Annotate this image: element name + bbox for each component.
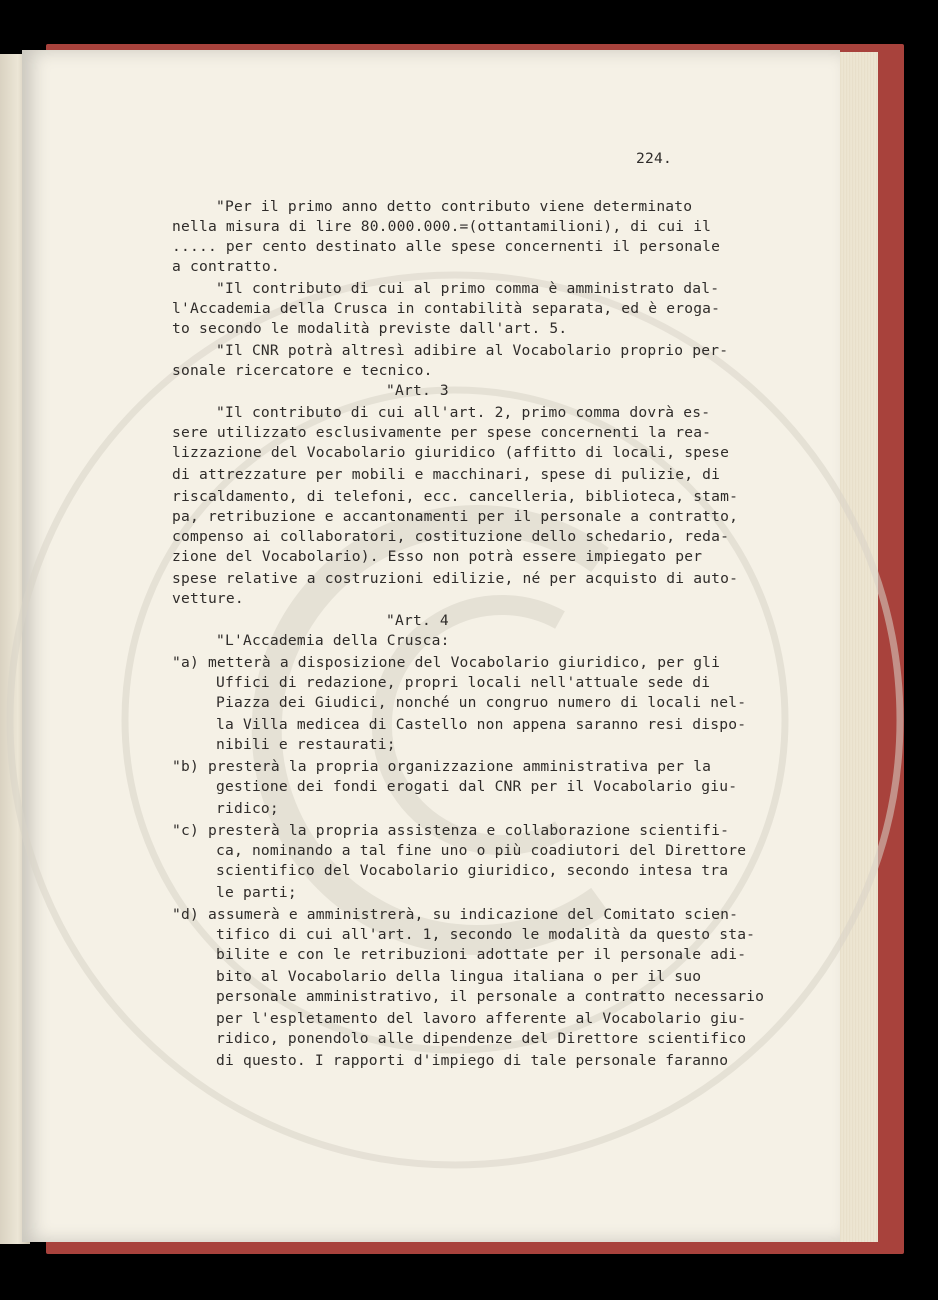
- text-line: zione del Vocabolario). Esso non potrà essere impiegato per: [172, 548, 703, 565]
- text-line: riscaldamento, di telefoni, ecc. cancelleria, biblioteca, stam-: [172, 488, 739, 505]
- list-item-d: "d) assumerà e amministrerà, su indicazione del Comitato scien-: [172, 906, 739, 923]
- text-line: nella misura di lire 80.000.000.=(ottantamilioni), di cui il: [172, 218, 712, 235]
- text-line: di questo. I rapporti d'impiego di tale personale faranno: [216, 1052, 729, 1069]
- text-line: ridico;: [216, 800, 279, 817]
- text-line: to secondo le modalità previste dall'art. 5.: [172, 320, 568, 337]
- list-item-b: "b) presterà la propria organizzazione amministrativa per la: [172, 758, 712, 775]
- text-line: Piazza dei Giudici, nonché un congruo numero di locali nel-: [216, 694, 747, 711]
- list-item-c: "c) presterà la propria assistenza e collaborazione scientifi-: [172, 822, 730, 839]
- text-line: "L'Accademia della Crusca:: [216, 632, 450, 649]
- text-line: personale amministrativo, il personale a contratto necessario: [216, 988, 765, 1005]
- text-line: le parti;: [216, 884, 297, 901]
- text-line: "Per il primo anno detto contributo viene determinato: [216, 198, 693, 215]
- text-line: sere utilizzato esclusivamente per spese concernenti la rea-: [172, 424, 712, 441]
- text-line: di attrezzature per mobili e macchinari, spese di pulizie, di: [172, 466, 721, 483]
- text-line: la Villa medicea di Castello non appena saranno resi dispo-: [216, 716, 747, 733]
- text-line: nibili e restaurati;: [216, 736, 396, 753]
- text-line: pa, retribuzione e accantonamenti per il personale a contratto,: [172, 508, 739, 525]
- text-line: sonale ricercatore e tecnico.: [172, 362, 433, 379]
- text-line: Uffici di redazione, propri locali nell'attuale sede di: [216, 674, 711, 691]
- text-line: tifico di cui all'art. 1, secondo le modalità da questo sta-: [216, 926, 756, 943]
- text-line: scientifico del Vocabolario giuridico, secondo intesa tra: [216, 862, 729, 879]
- text-line: gestione dei fondi erogati dal CNR per il Vocabolario giu-: [216, 778, 738, 795]
- text-line: bito al Vocabolario della lingua italiana o per il suo: [216, 968, 702, 985]
- article-heading: "Art. 4: [386, 612, 449, 629]
- article-heading: "Art. 3: [386, 382, 449, 399]
- list-item-a: "a) metterà a disposizione del Vocabolario giuridico, per gli: [172, 654, 721, 671]
- text-line: vetture.: [172, 590, 244, 607]
- text-line: spese relative a costruzioni edilizie, né per acquisto di auto-: [172, 570, 739, 587]
- text-line: l'Accademia della Crusca in contabilità separata, ed è eroga-: [172, 300, 721, 317]
- text-line: compenso ai collaboratori, costituzione dello schedario, reda-: [172, 528, 730, 545]
- text-line: "Il CNR potrà altresì adibire al Vocabolario proprio per-: [216, 342, 729, 359]
- text-line: bilite e con le retribuzioni adottate per il personale adi-: [216, 946, 747, 963]
- page-number: 224.: [636, 150, 672, 167]
- text-line: ridico, ponendolo alle dipendenze del Direttore scientifico: [216, 1030, 747, 1047]
- text-line: lizzazione del Vocabolario giuridico (affitto di locali, spese: [172, 444, 730, 461]
- text-line: ca, nominando a tal fine uno o più coadiutori del Direttore: [216, 842, 747, 859]
- text-line: per l'espletamento del lavoro afferente al Vocabolario giu-: [216, 1010, 747, 1027]
- text-line: ..... per cento destinato alle spese concernenti il personale: [172, 238, 721, 255]
- text-line: "Il contributo di cui al primo comma è amministrato dal-: [216, 280, 720, 297]
- text-line: a contratto.: [172, 258, 280, 275]
- text-line: "Il contributo di cui all'art. 2, primo comma dovrà es-: [216, 404, 711, 421]
